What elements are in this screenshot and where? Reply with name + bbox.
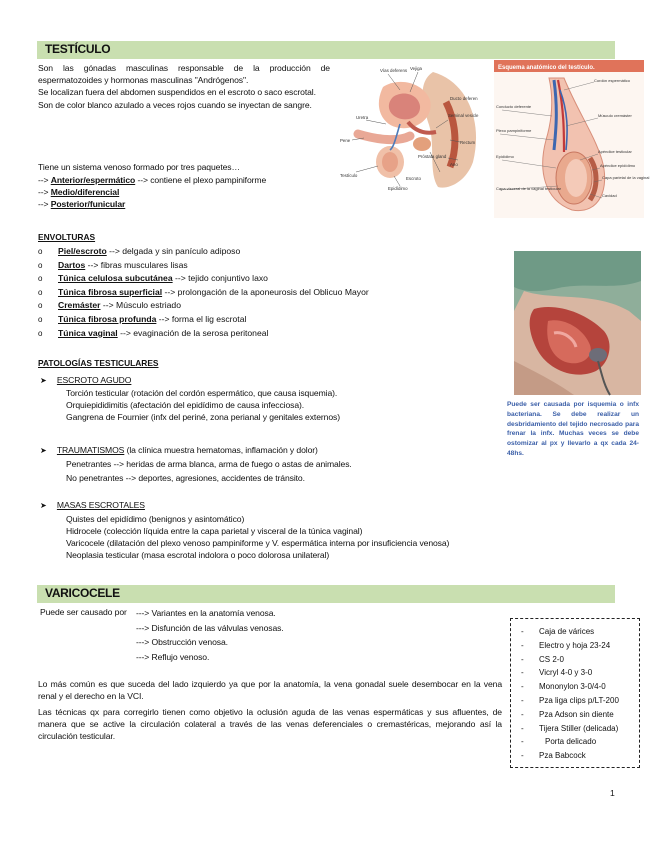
- list-item: - Caja de várices: [521, 627, 595, 636]
- list-item: ---> Reflujo venoso.: [136, 651, 210, 662]
- surgical-photo-illustration: [514, 251, 641, 395]
- list-item: Orquiepididimitis (afectación del epidídimo de causa infecciosa).: [66, 400, 305, 410]
- arrow-bullet-icon: ➤: [40, 446, 47, 455]
- venous-item: --> Posterior/funicular: [38, 199, 126, 209]
- surgical-photo-caption: Puede ser causada por isquemia o infx bacteriana. Se debe realizar un desbridamiento del tejido necrosado para frenar la infx. Muchas veces se debe ostomizar al px y llevarlo a qx cada 24-48hs.: [507, 401, 639, 457]
- arrow-bullet-icon: ➤: [40, 376, 47, 385]
- fig2-label: Conducto deferente: [496, 104, 532, 109]
- list-item: Neoplasia testicular (masa escrotal indolora o poco dolorosa unilateral): [66, 550, 330, 560]
- fig2-label: Apéndice testicular: [598, 149, 632, 154]
- traumatismos-list: [66, 458, 352, 484]
- list-item: - Vicryl 4-0 y 3-0: [521, 668, 593, 678]
- venous-item: --> Anterior/espermático --> contiene el plexo pampiniforme: [38, 175, 267, 185]
- varicocele-paragraph-2: Las técnicas qx para corregirlo tienen como objetivo la oclusión aguda de las venas espermáticas y sus afluentes, de manera que se active la circulación colateral a través de las venas deferenciales o cremastéricas, mejorando así la circulación testicular.: [38, 707, 502, 742]
- fig2-label: Cavidad: [602, 193, 617, 198]
- envolturas-title: ENVOLTURAS: [38, 232, 96, 242]
- envolturas-list: [38, 245, 369, 340]
- fig1-label: Próstata gland: [418, 154, 447, 159]
- fig2-label: Apéndice epidídimo: [600, 163, 636, 168]
- varicocele-causes: [136, 606, 284, 664]
- list-item: Hidrocele (colección líquida entre la capa parietal y visceral de la túnica vaginal): [66, 526, 363, 536]
- fig2-label: Cordón espermático: [594, 78, 631, 83]
- list-item: o Túnica fibrosa profunda --> forma el lig escrotal: [38, 313, 247, 324]
- list-item: - Porta delicado: [521, 737, 597, 747]
- fig2-label: Músculo cremáster: [598, 113, 632, 118]
- list-item: o Cremáster --> Músculo estriado: [38, 300, 181, 311]
- fig1-label: Rectum: [460, 140, 476, 145]
- fig2-label: Capa visceral de la vaginal testicular: [496, 186, 561, 191]
- fig2-label: Epidídimo: [496, 154, 514, 159]
- intro-line-3: Son de color blanco azulado a veces rojos cuando se inyectan de sangre.: [38, 99, 312, 110]
- list-item: ---> Disfunción de las válvulas venosas.: [136, 622, 284, 633]
- fig1-label: Epidídimo: [388, 186, 408, 191]
- pelvis-anatomy-figure: [338, 62, 488, 192]
- list-item: - Mononylon 3-0/4-0: [521, 682, 606, 692]
- intro-line-1: Son las gónadas masculinas responsable de la producción de espermatozoides y hormonas masculinas "Andrógenos".: [38, 63, 330, 86]
- list-item: - Electro y hoja 23-24: [521, 640, 611, 650]
- list-item: - Pza liga clips p/LT-200: [521, 695, 619, 705]
- list-item: o Dartos --> fibras musculares lisas: [38, 259, 188, 270]
- varicocele-header: [37, 585, 615, 603]
- list-item: o Piel/escroto --> delgada y sin panículo adiposo: [38, 246, 241, 256]
- fig1-label: Vías deferens: [380, 68, 408, 73]
- list-item: Gangrena de Fournier (infx del periné, zona perianal y genitales externos): [66, 412, 340, 422]
- patologias-title: PATOLOGÍAS TESTICULARES: [38, 358, 159, 368]
- list-item: Torción testicular (rotación del cordón espermático, que causa isquemia).: [66, 388, 338, 398]
- surgical-photo: [514, 251, 641, 395]
- list-item: Penetrantes --> heridas de arma blanca, arma de fuego o astas de animales.: [66, 459, 352, 469]
- list-item: o Túnica fibrosa superficial --> prolongación de la aponeurosis del Oblicuo Mayor: [38, 286, 369, 297]
- escroto-agudo-list: [66, 387, 340, 423]
- intro-line-2: Se localizan fuera del abdomen suspendidos en el escroto o saco escrotal.: [38, 87, 316, 98]
- testiculo-title: TESTÍCULO: [45, 42, 111, 56]
- fig1-label: Pene: [340, 138, 351, 143]
- varicocele-paragraph-1: Lo más común es que suceda del lado izquierdo ya que por la anatomía, la vena gonadal suele desembocar en la vena renal y el derecho en la VCI.: [38, 679, 502, 702]
- fig1-label: Testículo: [340, 173, 358, 178]
- fig2-heading: Esquema anatómico del testículo.: [498, 65, 595, 71]
- list-item: o Túnica celulosa subcutánea --> tejido conjuntivo laxo: [38, 273, 268, 284]
- masas-list: [66, 513, 449, 561]
- testiculo-intro: [38, 62, 330, 111]
- list-item: o Túnica vaginal --> evaginación de la serosa peritoneal: [38, 327, 269, 338]
- varicocele-lead: Puede ser causado por: [40, 607, 127, 617]
- venous-list: [38, 174, 266, 210]
- traumatismos-heading: ➤ TRAUMATISMOS (la clínica muestra hematomas, inflamación y dolor): [40, 445, 318, 455]
- fig1-label: Escroto: [406, 176, 421, 181]
- instrument-list-box: [510, 618, 640, 768]
- testicle-scheme-figure: [494, 60, 650, 218]
- list-item: Quistes del epidídimo (benignos y asintomático): [66, 514, 245, 524]
- fig2-label: Capa parietal de la vaginal: [602, 175, 650, 180]
- venous-intro: Tiene un sistema venoso formado por tres paquetes…: [38, 162, 240, 172]
- arrow-bullet-icon: ➤: [40, 501, 47, 510]
- instrument-list: [519, 625, 631, 763]
- list-item: - Tijera Stiller (delicada): [521, 723, 619, 733]
- list-item: - Pza Adson sin diente: [521, 709, 614, 719]
- venous-item: --> Medio/diferencial: [38, 187, 120, 197]
- fig1-label: Uretra: [356, 115, 369, 120]
- fig1-label: Ano: [450, 162, 458, 167]
- fig1-label: Vejiga: [410, 66, 422, 71]
- list-item: Varicocele (dilatación del plexo venoso pampiniforme y V. espermática interna por insuficiencia venosa): [66, 538, 450, 548]
- list-item: ---> Variantes en la anatomía venosa.: [136, 608, 276, 618]
- fig1-label: Seminal vesicle: [448, 113, 479, 118]
- varicocele-title: VARICOCELE: [45, 586, 120, 600]
- fig1-label: Ducto deferen: [450, 96, 478, 101]
- page-number: 1: [610, 788, 615, 798]
- masas-heading: ➤ MASAS ESCROTALES: [40, 500, 145, 510]
- escroto-agudo-heading: ➤ ESCROTO AGUDO: [40, 375, 132, 385]
- pelvis-anatomy-illustration: [338, 62, 488, 192]
- fig2-label: Plexo pampiniforme: [496, 128, 532, 133]
- testicle-scheme-illustration: [494, 60, 650, 218]
- list-item: - CS 2-0: [521, 654, 564, 664]
- list-item: ---> Obstrucción venosa.: [136, 637, 228, 648]
- list-item: No penetrantes --> deportes, agresiones, accidentes de tránsito.: [66, 473, 305, 483]
- list-item: - Pza Babcock: [521, 751, 586, 761]
- testiculo-header: [37, 41, 615, 59]
